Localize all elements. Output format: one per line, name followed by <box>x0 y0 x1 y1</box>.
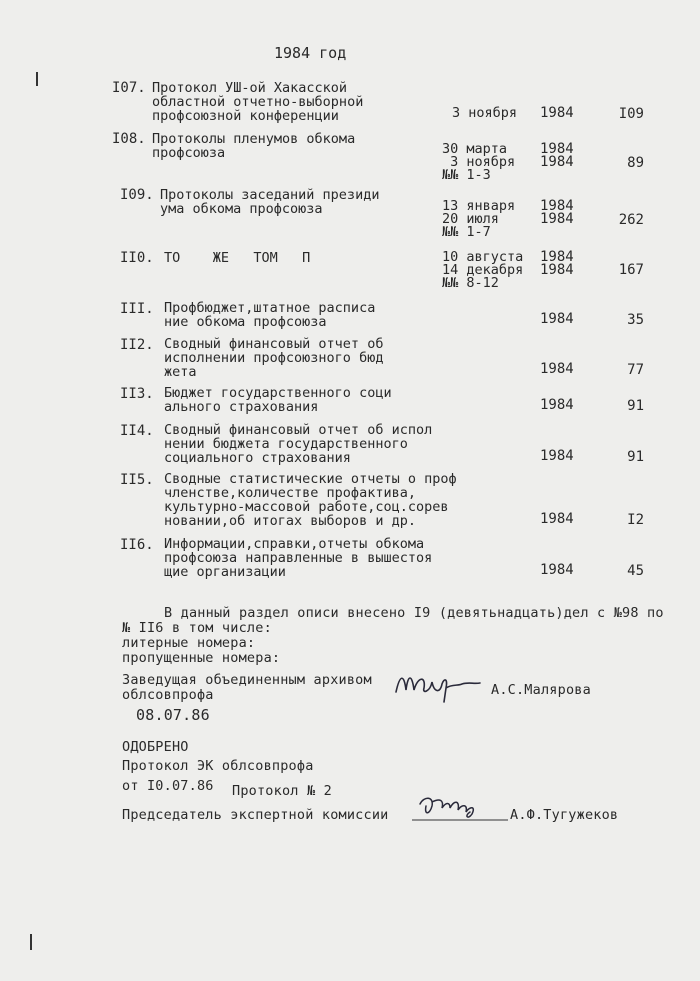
row-years: 1984 1984 <box>540 141 574 170</box>
row-dates: 3 ноября <box>452 105 518 121</box>
approval-protocol-number: Протокол № 2 <box>232 783 332 799</box>
chair-name: А.Ф.Тугужеков <box>510 807 619 823</box>
row-title: Бюджет государственного соци ального страхования <box>164 385 392 415</box>
row-title: Протоколы заседаний президи ума обкома профсоюза <box>160 187 380 217</box>
archive-head-name: А.С.Малярова <box>491 682 591 698</box>
row-sheets: I2 <box>627 512 644 528</box>
row-sheets: 262 <box>618 212 644 228</box>
row-title: Профбюджет,штатное расписа ние обкома профсоюза <box>164 300 376 330</box>
row-years: 1984 <box>540 511 574 527</box>
summary-line: № II6 в том числе: <box>122 620 272 636</box>
row-years: 1984 <box>540 448 574 464</box>
row-years: 1984 <box>540 562 574 578</box>
row-title: Информации,справки,отчеты обкома профсоюза направленные в вышестоя щие организации <box>164 536 433 580</box>
row-sheets: I09 <box>618 106 644 122</box>
archive-head-org: облсовпрофа <box>122 687 214 703</box>
summary-line: пропущенные номера: <box>122 650 281 666</box>
archive-head-title: Заведущая объединенным архивом <box>122 672 372 688</box>
row-years: 1984 <box>540 397 574 413</box>
margin-mark <box>30 934 32 950</box>
row-number: II2. <box>120 337 154 353</box>
row-sheets: 89 <box>627 155 644 171</box>
summary-line: В данный раздел описи внесено I9 (девятьнадцать)дел с №98 по <box>164 605 664 621</box>
row-title: Протоколы пленумов обкома профсоюза <box>152 131 356 161</box>
row-number: II5. <box>120 472 154 488</box>
row-sheets: 91 <box>627 449 644 465</box>
archive-head-date: 08.07.86 <box>136 706 210 724</box>
row-dates: 30 марта 3 ноября №№ 1-3 <box>442 141 516 183</box>
margin-mark <box>36 72 38 86</box>
row-sheets: 77 <box>627 362 644 378</box>
summary-line: литерные номера: <box>122 635 256 651</box>
approval-title: ОДОБРЕНО <box>122 739 189 755</box>
row-number: II3. <box>120 386 154 402</box>
row-title: ТО ЖЕ ТОМ П <box>164 250 311 266</box>
row-title: Сводный финансовый отчет об исполнении профсоюзного бюд жета <box>164 336 384 380</box>
approval-protocol: Протокол ЭК облсовпрофа <box>122 758 314 774</box>
row-title: Сводные статистические отчеты о проф членстве,количестве профактива, культурно-массовой работе,соц.сорев новании,об итогах выборов и др. <box>164 471 457 529</box>
row-sheets: 45 <box>627 563 644 579</box>
row-title: Протокол УШ-ой Хакасской областной отчетно-выборной профсоюзной конференции <box>152 80 364 124</box>
row-dates: 13 января 20 июля №№ 1-7 <box>442 198 516 240</box>
chair-label: Председатель экспертной комиссии <box>122 807 389 823</box>
row-number: I07. <box>112 80 146 96</box>
row-number: II0. <box>120 250 154 266</box>
row-years: 1984 1984 <box>540 249 574 278</box>
row-number: III. <box>120 301 154 317</box>
row-number: I09. <box>120 187 154 203</box>
handwritten-signature-icon <box>392 662 482 710</box>
row-number: I08. <box>112 131 146 147</box>
year-title: 1984 год <box>274 44 347 62</box>
row-number: II4. <box>120 423 154 439</box>
row-years: 1984 <box>540 311 574 327</box>
row-years: 1984 <box>540 105 574 121</box>
row-years: 1984 <box>540 361 574 377</box>
row-years: 1984 1984 <box>540 198 574 227</box>
approval-date: от I0.07.86 <box>122 778 214 794</box>
row-dates: 10 августа 14 декабря №№ 8-12 <box>442 249 524 291</box>
row-sheets: 35 <box>627 312 644 328</box>
handwritten-signature-icon <box>410 792 510 830</box>
row-title: Сводный финансовый отчет об испол нении бюджета государственного социального страхования <box>164 422 433 466</box>
row-sheets: 91 <box>627 398 644 414</box>
row-number: II6. <box>120 537 154 553</box>
row-sheets: 167 <box>618 262 644 278</box>
